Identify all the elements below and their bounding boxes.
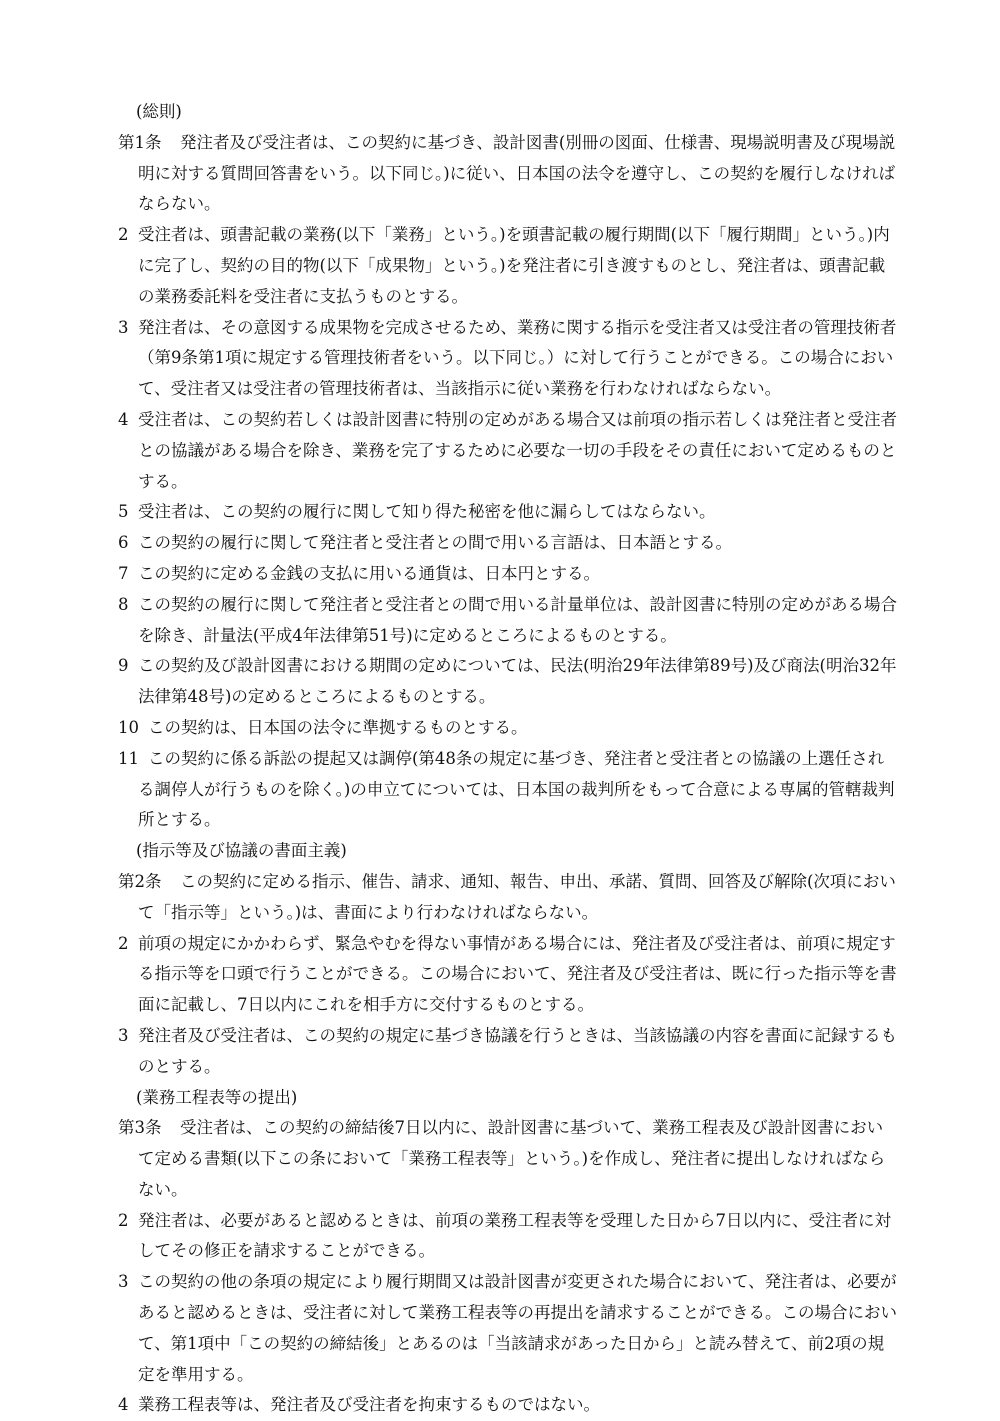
article-3: 第3条 受注者は、この契約の締結後7日以内に、設計図書に基づいて、業務工程表及び設計図書において定める書類(以下この条において「業務工程表等」という。)を作成し、発注者に提出しなければならない。: [118, 1118, 886, 1199]
paragraph: 4 受注者は、この契約若しくは設計図書に特別の定めがある場合又は前項の指示若しくは発注者と受注者との協議がある場合を除き、業務を完了するために必要な一切の手段をその責任において定めるものとする。: [118, 409, 897, 491]
contract-text: [118, 97, 898, 1421]
paragraph: 3 この契約の他の条項の規定により履行期間又は設計図書が変更された場合において、発注者は、必要があると認めるときは、受注者に対して業務工程表等の再提出を請求することができる。この場合において、第1項中「この契約の締結後」とあるのは「当該請求があった日から」と読み替えて、前2項の規定を準用する。: [118, 1272, 897, 1384]
paragraph: 2 前項の規定にかかわらず、緊急やむを得ない事情がある場合には、発注者及び受注者は、前項に規定する指示等を口頭で行うことができる。この場合において、発注者及び受注者は、既に行った指示等を書面に記載し、7日以内にこれを相手方に交付するものとする。: [118, 933, 897, 1015]
paragraph: 8 この契約の履行に関して発注者と受注者との間で用いる計量単位は、設計図書に特別の定めがある場合を除き、計量法(平成4年法律第51号)に定めるところによるものとする。: [118, 594, 897, 645]
paragraph: 4 業務工程表等は、発注者及び受注者を拘束するものではない。: [118, 1395, 600, 1415]
paragraph: 7 この契約に定める金銭の支払に用いる通貨は、日本円とする。: [118, 563, 600, 583]
paragraph: 3 発注者及び受注者は、この契約の規定に基づき協議を行うときは、当該協議の内容を書面に記録するものとする。: [118, 1025, 897, 1076]
paragraph: 5 受注者は、この契約の履行に関して知り得た秘密を他に漏らしてはならない。: [118, 502, 716, 522]
paragraph: 6 この契約の履行に関して発注者と受注者との間で用いる言語は、日本語とする。: [118, 533, 732, 553]
article-1: 第1条 発注者及び受注者は、この契約に基づき、設計図書(別冊の図面、仕様書、現場説明書及び現場説明に対する質問回答書をいう。以下同じ。)に従い、日本国の法令を遵守し、この契約を履行しなければならない。: [118, 132, 896, 214]
paragraph: 10 この契約は、日本国の法令に準拠するものとする。: [118, 717, 528, 737]
paragraph: 9 この契約及び設計図書における期間の定めについては、民法(明治29年法律第89号)及び商法(明治32年法律第48号)の定めるところによるものとする。: [118, 656, 897, 707]
section-heading: (総則): [136, 102, 182, 121]
article-2: 第2条 この契約に定める指示、催告、請求、通知、報告、申出、承諾、質問、回答及び解除(次項において「指示等」という。)は、書面により行わなければならない。: [118, 871, 896, 922]
paragraph: 11 この契約に係る訴訟の提起又は調停(第48条の規定に基づき、発注者と受注者との協議の上選任される調停人が行うものを除く。)の申立てについては、日本国の裁判所をもって合意による専属的管轄裁判所とする。: [118, 748, 895, 830]
paragraph: 2 受注者は、頭書記載の業務(以下「業務」という。)を頭書記載の履行期間(以下「履行期間」という。)内に完了し、契約の目的物(以下「成果物」という。)を発注者に引き渡すものとし、発注者は、頭書記載の業務委託料を受注者に支払うものとする。: [118, 225, 890, 306]
paragraph: 2 発注者は、必要があると認めるときは、前項の業務工程表等を受理した日から7日以内に、受注者に対してその修正を請求することができる。: [118, 1210, 891, 1261]
section-heading: (指示等及び協議の書面主義): [136, 841, 347, 861]
section-heading: (業務工程表等の提出): [136, 1087, 298, 1107]
paragraph: 3 発注者は、その意図する成果物を完成させるため、業務に関する指示を受注者又は受注者の管理技術者（第9条第1項に規定する管理技術者をいう。以下同じ。）に対して行うことができる。この場合において、受注者又は受注者の管理技術者は、当該指示に従い業務を行わなければならない。: [118, 317, 897, 399]
